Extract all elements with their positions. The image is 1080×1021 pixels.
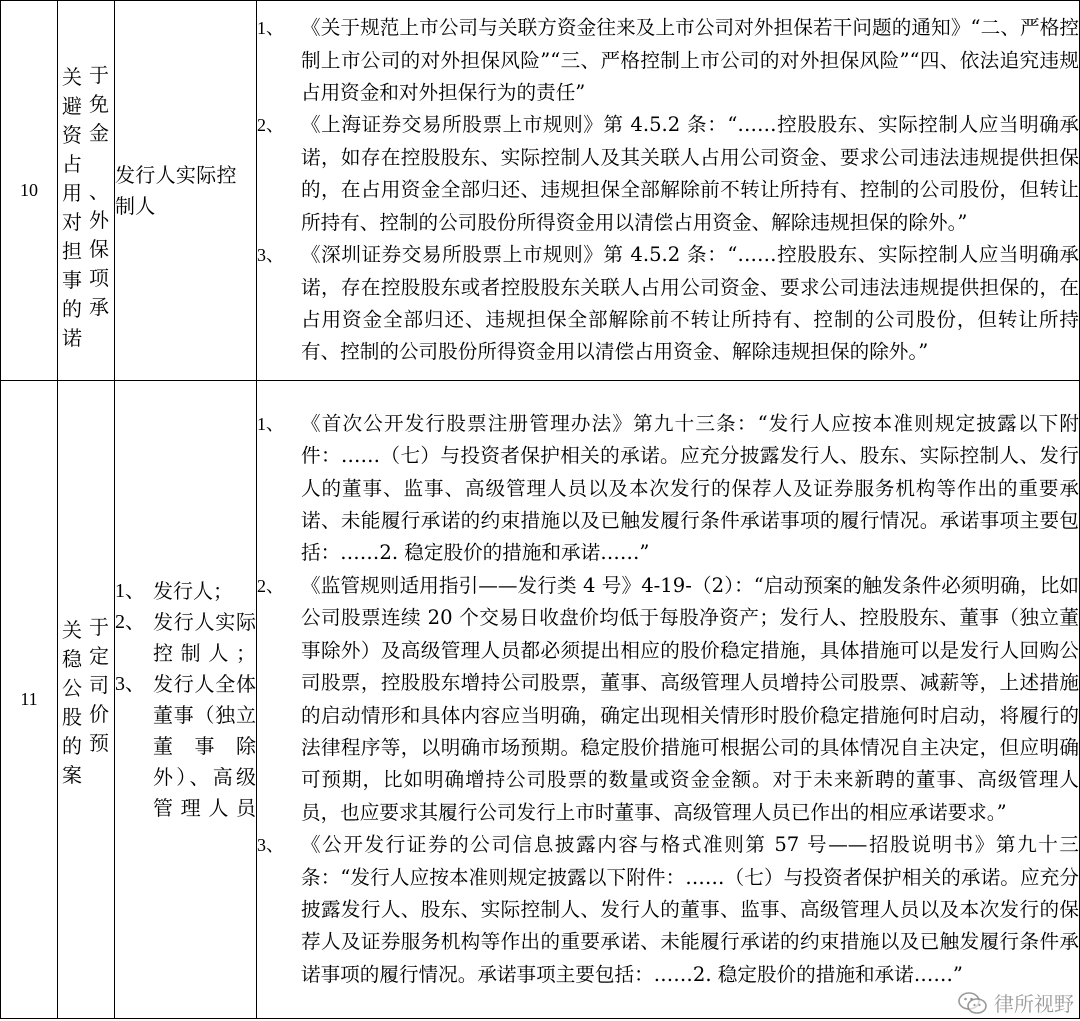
list-item: 3、 《深圳证券交易所股票上市规则》第 4.5.2 条：“……控股股东、实际控制人应当明确承诺，存在控股股东或者控股股东关联人占用公司资金、要求公司违法违规提供担保的，在占用资金全部归还、违规担保全部解除前不转让所持有、控制的公司股份，但转让所持有、控制的公司股份所得资金用以清偿占用资金、解除违规担保的除外。” [257,243,1079,364]
commitment-name-cell [58,381,115,1019]
list-item: 1、 《关于规范上市公司与关联方资金往来及上市公司对外担保若干问题的通知》“二、严格控制上市公司的对外担保风险”“三、严格控制上市公司的对外担保风险”“四、依法追究违规占用资金和对外担保行为的责任” [257,16,1079,105]
table-row [1,381,1080,1019]
commitment-name-right: 于 定 司 价 预 [89,615,109,755]
list-item: 2、 《上海证券交易所股票上市规则》第 4.5.2 条：“……控股股东、实际控制人应当明确承诺，如存在控股股东、实际控制人及其关联人占用公司资金、要求公司违法违规提供担保的，在占用资金全部归还、违规担保全部解除前不转让所持有、控制的公司股份，但转让所持有、控制的公司股份所得资金用以清偿占用资金、解除违规担保的除外。” [257,113,1079,234]
commitment-name-right: 于 免 金 、 外 保 项 承 [89,63,109,319]
legal-basis-cell [257,1,1080,381]
party-list [115,576,256,824]
list-item: 2、 发行人实际控制人； [115,609,256,665]
list-item: 3、 发行人全体董事（独立董事除外）、高级管理人员 [115,671,256,820]
commitment-party-cell [115,1,257,381]
watermark [958,988,1074,1017]
list-item: 2、 《监管规则适用指引——发行类 4 号》4-19-（2）：“启动预案的触发条件必须明确，比如公司股票连续 20 个交易日收盘价均低于每股净资产；发行人、控股股东、董事（独立董事除外）及高级管理人员都必须提出相应的股价稳定措施，具体措施可以是发行人回购公司股票，控股股东增持公司股票，董事、高级管理人员增持公司股票、减薪等，上述措施的启动情形和具体内容应当明确，确定出现相关情形时股价稳定措施何时启动，将履行的法律程序等，以明确市场预期。稳定股价措施可根据公司的具体情况自主决定，但应明确可预期，比如明确增持公司股票的数量或资金金额。对于未来新聘的董事、高级管理人员，也应要求其履行公司发行上市时董事、高级管理人员已作出的相应承诺要求。” [257,573,1079,824]
row-number: 11 [1,381,58,1019]
commitment-party: 发行人实际控制人 [115,162,237,218]
row-number: 10 [1,1,58,381]
legal-basis-cell [257,381,1080,1019]
commitment-name-left: 关 稳 公 股 的 案 [62,618,82,787]
list-item: 1、 《首次公开发行股票注册管理办法》第九十三条：“发行人应按本准则规定披露以下附件：……（七）与投资者保护相关的承诺。应充分披露发行人、股东、实际控制人、发行人的董事、监事、高级管理人员以及本次发行的保荐人及证券服务机构等作出的重要承诺、未能履行承诺的约束措施以及已触发履行条件承诺事项的履行情况。承诺事项主要包括：……2. 稳定股价的措施和承诺……” [257,411,1079,565]
table-row [1,1,1080,381]
commitment-name-left: 关 避 资 占 用 对 担 事 的 诺 [62,65,82,350]
commitment-party-cell [115,381,257,1019]
commitment-name-cell [58,1,115,381]
watermark-text: 律所视野 [994,992,1074,1016]
list-item: 3、 《公开发行证券的公司信息披露内容与格式准则第 57 号——招股说明书》第九十三条：“发行人应按本准则规定披露以下附件：……（七）与投资者保护相关的承诺。应充分披露发行人、股东、实际控制人、发行人的董事、监事、高级管理人员以及本次发行的保荐人及证券服务机构等作出的重要承诺、未能履行承诺的约束措施以及已触发履行条件承诺事项的履行情况。承诺事项主要包括：……2. 稳定股价的措施和承诺……” [257,833,1079,986]
wechat-icon [958,991,988,1015]
list-item: 1、 发行人； [115,578,233,603]
